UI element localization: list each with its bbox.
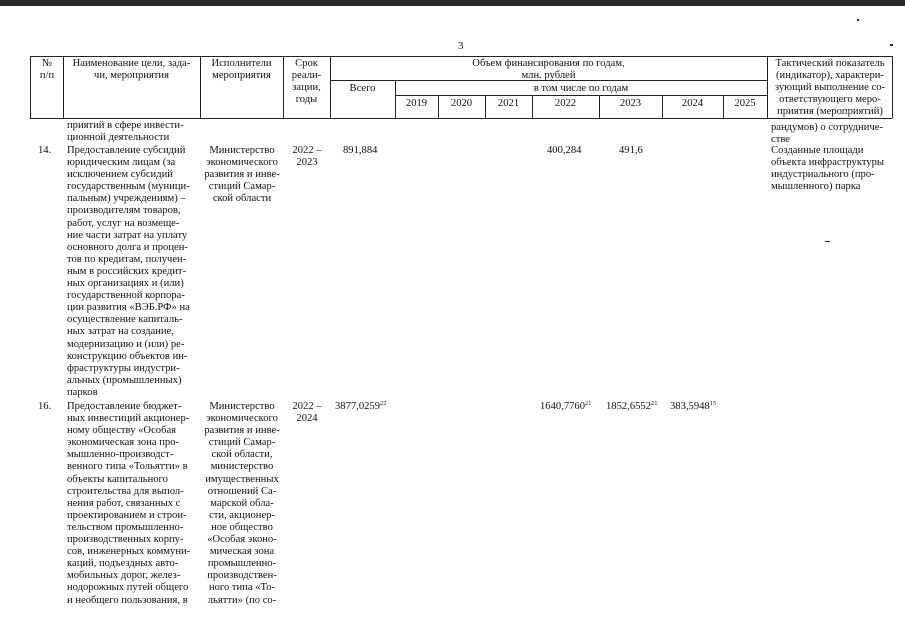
scan-speck — [857, 19, 859, 21]
scan-speck — [890, 44, 893, 46]
page-number: 3 — [458, 40, 464, 52]
header-year-2023: 2023 — [619, 98, 642, 109]
carry-over-indicator: рандумов) о сотрудниче- стве — [771, 122, 884, 146]
row-term: 2022 – 2023 — [292, 145, 322, 169]
header-name: Наименование цели, зада- чи, мероприятия — [72, 58, 191, 82]
row-name: Предоставление субсидий юридическим лицам (за исключением субсидий государственным (муници- пальным) учреждениям) – производителям товаров, работ, услуг на возмеще- ние части затрат на уплату основного долга и процен- тов по кредитам, получен- ным в российских кредит- ных организациях и (или) государственной корпора- ции развития «ВЭБ.РФ» на осуществление капиталь- ных затрат на создание, модернизацию и (или) ре- конструкцию объектов ин- фраструктуры индустри- альных (промышленных) парков — [67, 145, 190, 398]
row-value-2023: 1852,6552$^{21}$ — [606, 400, 658, 412]
row-number: 16. — [38, 401, 52, 412]
scan-speck — [825, 241, 830, 242]
header-year-2022: 2022 — [554, 98, 577, 109]
scan-top-border — [0, 0, 905, 6]
header-executor: Исполнители мероприятия — [211, 58, 272, 82]
header-financing: Объем финансирования по годам, млн. рублей — [472, 58, 625, 82]
row-number: 14. — [38, 145, 52, 156]
row-term: 2022 – 2024 — [292, 401, 322, 425]
row-indicator: Созданные площади объекта инфраструктуры индустриального (про- мышленного) парка — [771, 145, 885, 193]
header-year-2024: 2024 — [681, 98, 704, 109]
header-year-2025: 2025 — [734, 98, 756, 109]
row-executor: Министерство экономического развития и инве- стиций Самар- ской области, министерство имущественных отношений Са- марской обла- сти, акционер- ное общество «Особая эконо- мическая зона промышленно- производствен- ного типа «То- льятти» (по со- — [204, 401, 280, 606]
row-total: 891,884 — [343, 145, 378, 156]
row-value-2022: 1640,7760$^{21}$ — [540, 400, 592, 412]
row-value-2022: 400,284 — [547, 145, 582, 156]
row-executor: Министерство экономического развития и инве- стиций Самар- ской области — [204, 145, 280, 205]
header-year-2021: 2021 — [497, 98, 520, 109]
carry-over-name: приятий в сфере инвести- ционной деятельности — [67, 120, 184, 144]
row-value-2024: 383,5948$^{15}$ — [670, 400, 717, 412]
row-value-2023: 491,6 — [619, 145, 643, 156]
header-by-years: в том числе по годам — [533, 83, 629, 94]
row-total: 3877,0259$^{22}$ — [335, 400, 387, 412]
header-term: Срок реали- зации, годы — [291, 58, 322, 106]
header-indicator: Тактический показатель (индикатор), характери- зующий выполнение со- ответствующего меро- приятия (мероприятий) — [774, 58, 886, 118]
header-total: Всего — [349, 83, 376, 94]
row-name: Предоставление бюджет- ных инвестиций акционер- ному обществу «Особая экономическая зона про- мышленно-производст- венного типа «Тольятти» в объекты капитального строительства для выпол- нения работ, связанных с проектированием и строи- тельством промышленно- производственных корпу- сов, инженерных коммуни- каций, подъездных авто- мобильных дорог, желез- нодорожных путей общего и необщего пользования, в — [67, 401, 191, 606]
header-number: № п/п — [39, 58, 55, 82]
header-year-2020: 2020 — [450, 98, 473, 109]
header-year-2019: 2019 — [405, 98, 428, 109]
